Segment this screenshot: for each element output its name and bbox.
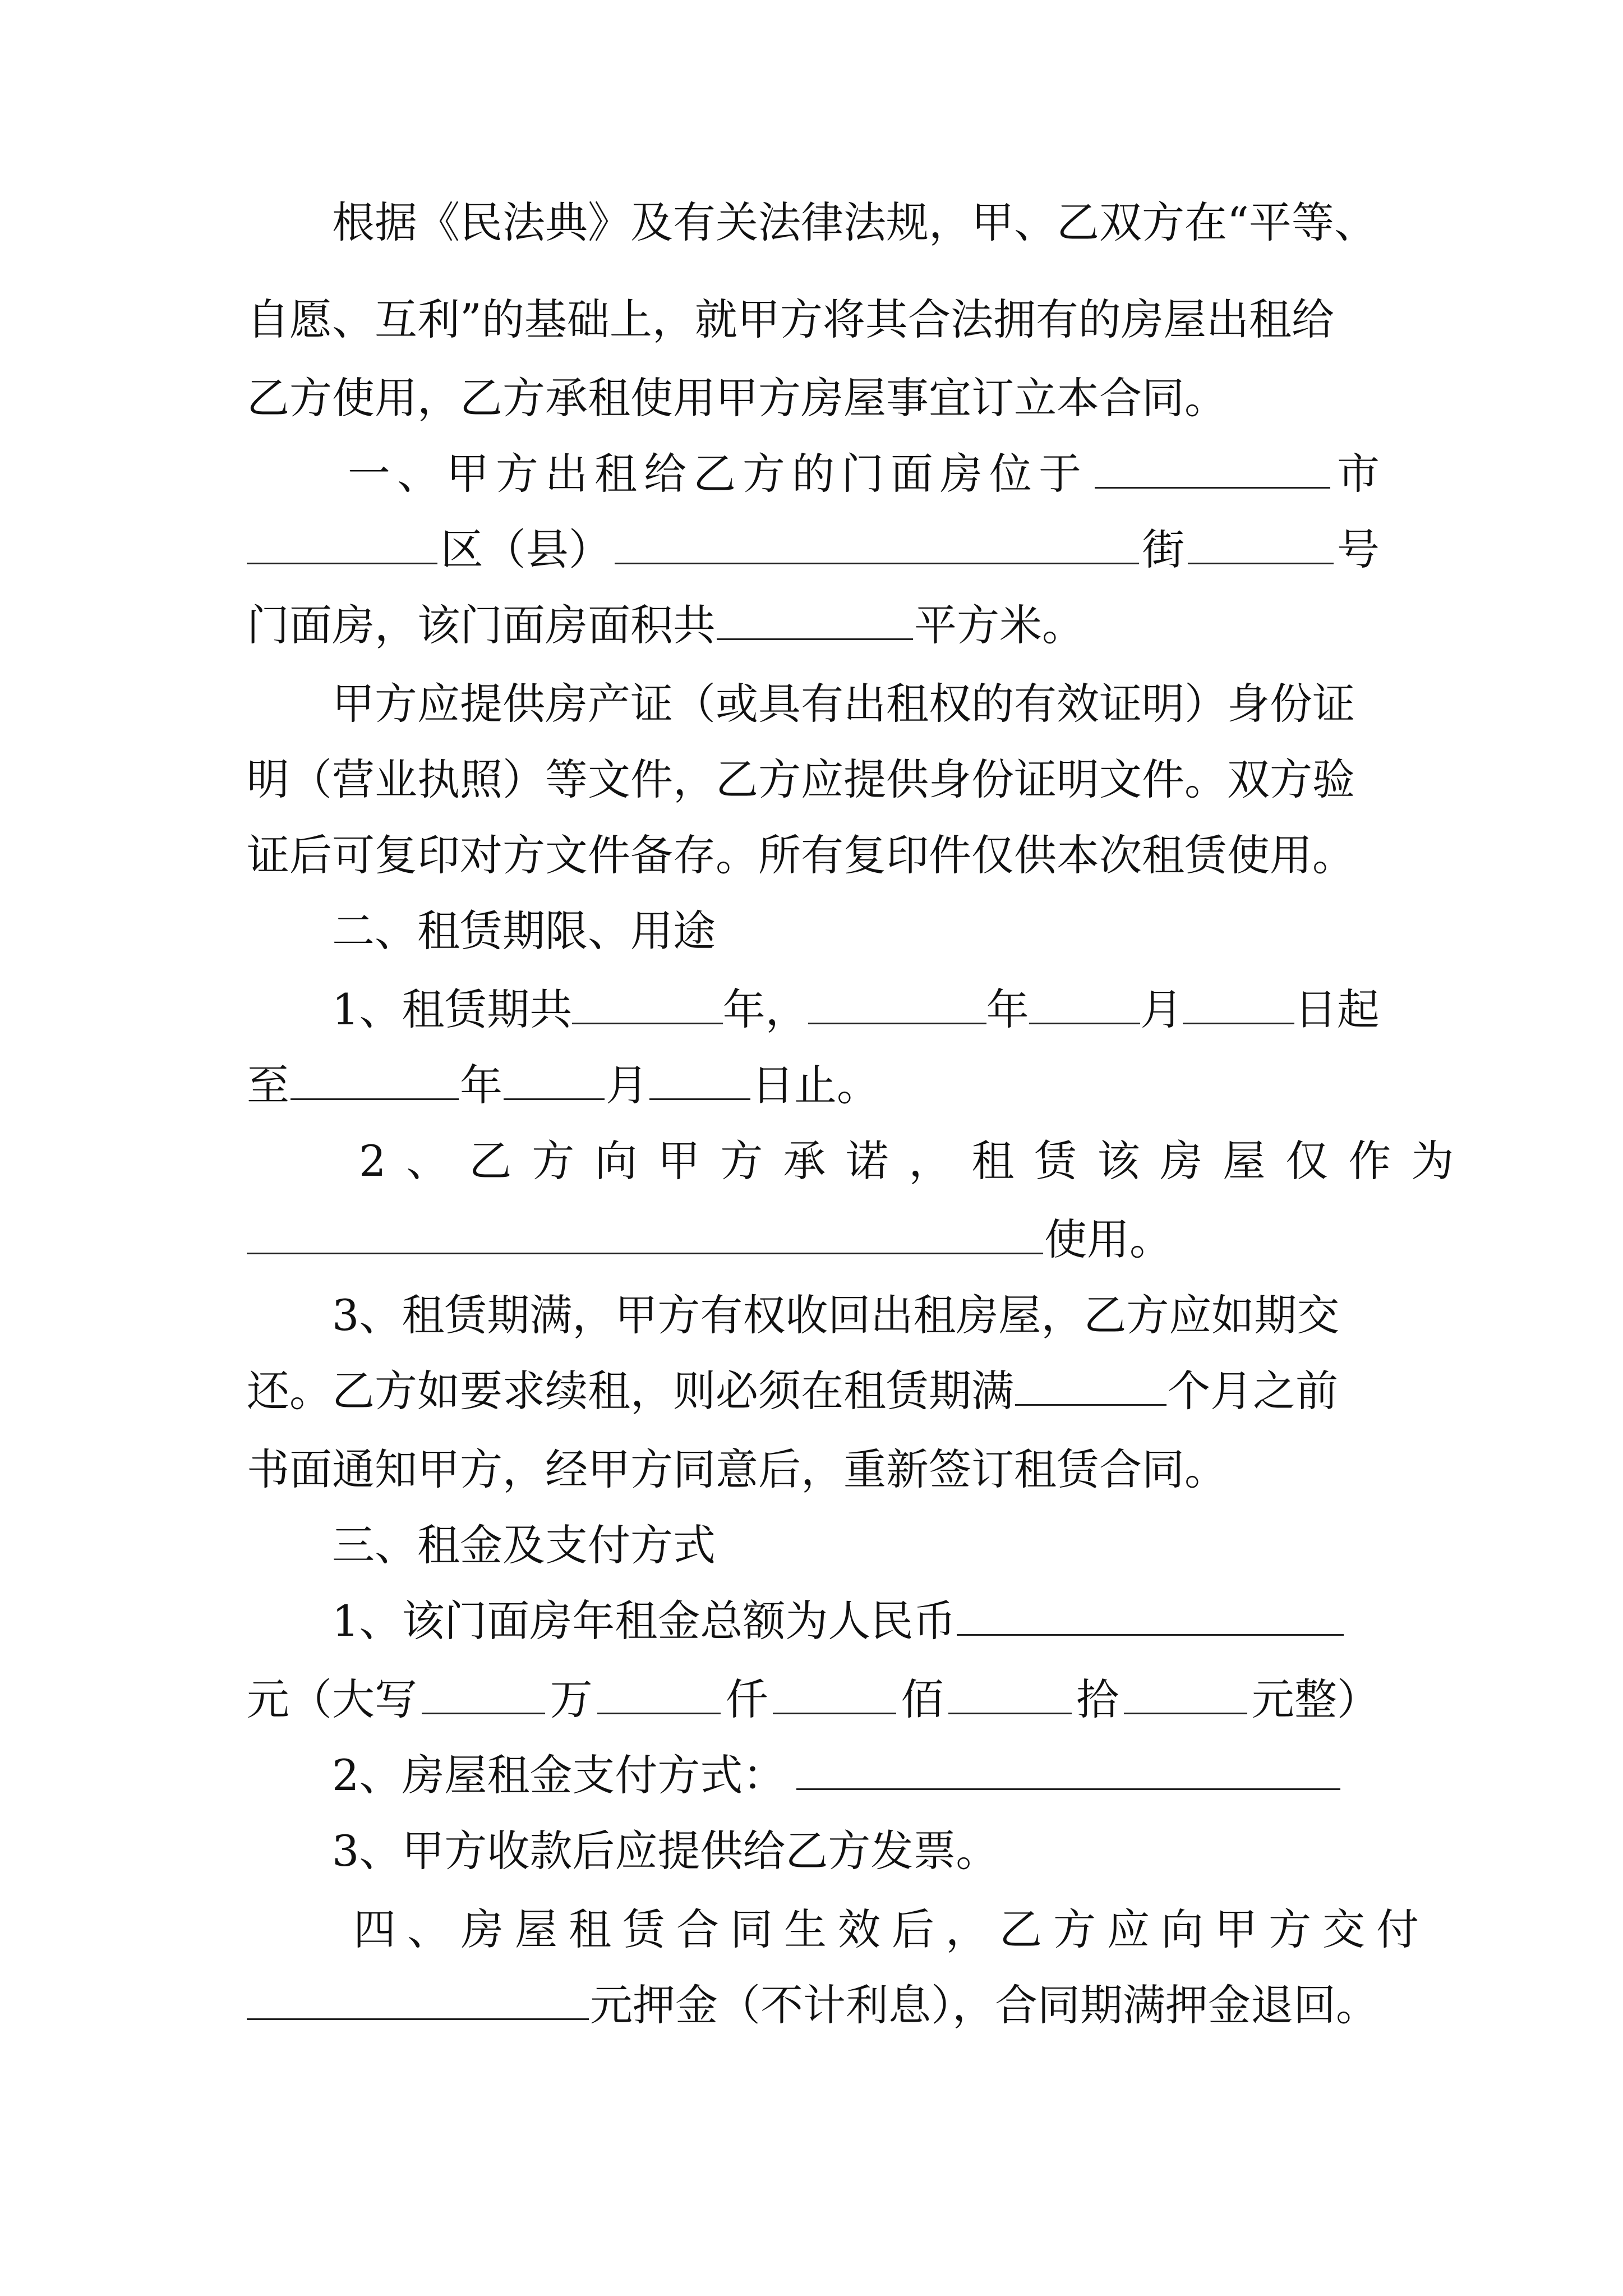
section-2-item-3-line-2: 还。乙方如要求续租，则必须在租赁期满 个月之前: [247, 1366, 1338, 1416]
section-2-item-3-line-3: 书面通知甲方，经甲方同意后，重新签订租赁合同。: [247, 1444, 1227, 1494]
docs-line-2: 明（营业执照）等文件，乙方应提供身份证明文件。双方验: [247, 754, 1355, 804]
section-2-item-2-line-2: 使用。: [247, 1212, 1380, 1268]
rent-wan-blank[interactable]: [422, 1713, 545, 1714]
section-3-item-3: 3、甲方收款后应提供给乙方发票。: [332, 1826, 999, 1876]
district-blank[interactable]: [247, 563, 437, 564]
start-month-blank[interactable]: [1029, 1023, 1141, 1024]
payment-method-blank[interactable]: [796, 1788, 1340, 1790]
street-blank[interactable]: [615, 563, 1139, 564]
rent-bai-blank[interactable]: [773, 1713, 896, 1714]
section-2-heading: 二、租赁期限、用途: [332, 906, 716, 956]
section-3-item-1-line-2: 元（大写 万 仟 佰 拾 元整）: [247, 1674, 1380, 1724]
end-year-blank[interactable]: [291, 1098, 459, 1100]
usage-blank[interactable]: [247, 1253, 1043, 1254]
section-1-line-3: 门面房，该门面房面积共 平方米。: [247, 600, 1085, 650]
docs-line-1: 甲方应提供房产证（或具有出租权的有效证明）身份证: [332, 679, 1355, 729]
section-2-item-2-line-1: 2、乙方向甲方承诺，租赁该房屋仅作为: [359, 1136, 1474, 1186]
rent-qian-blank[interactable]: [597, 1713, 721, 1714]
section-3-heading: 三、租金及支付方式: [332, 1520, 716, 1570]
section-2-item-1-line-1: 1、租赁期共 年， 年 月 日起: [332, 984, 1380, 1034]
rent-yuan-blank[interactable]: [1124, 1713, 1247, 1714]
section-3-item-2: 2、房屋租金支付方式：: [247, 1747, 1380, 1803]
number-blank[interactable]: [1188, 563, 1334, 564]
section-4-line-1: 四、房屋租赁合同生效后，乙方应向甲方交付: [353, 1904, 1430, 1954]
section-1-line-1: 一、甲方出租给乙方的门面房位于 市: [348, 449, 1380, 499]
start-day-blank[interactable]: [1183, 1023, 1294, 1024]
rent-shi-blank[interactable]: [948, 1713, 1072, 1714]
section-2-item-3-line-1: 3、租赁期满，甲方有权收回出租房屋，乙方应如期交: [332, 1290, 1340, 1340]
intro-line-3: 乙方使用，乙方承租使用甲方房屋事宜订立本合同。: [247, 373, 1227, 423]
section-2-item-1-line-2: 至 年 月 日止。: [247, 1060, 879, 1110]
docs-line-3: 证后可复印对方文件备存。所有复印件仅供本次租赁使用。: [247, 830, 1355, 880]
section-1-line-2: 区（县） 街 号: [247, 522, 1380, 578]
intro-line-1: 根据《民法典》及有关法律法规，甲、乙双方在“平等、: [332, 197, 1377, 247]
lease-years-blank[interactable]: [572, 1023, 722, 1024]
area-blank[interactable]: [717, 638, 913, 640]
deposit-blank[interactable]: [247, 2018, 589, 2020]
renewal-months-blank[interactable]: [1015, 1404, 1166, 1406]
end-day-blank[interactable]: [649, 1098, 750, 1100]
end-month-blank[interactable]: [504, 1098, 605, 1100]
annual-rent-blank[interactable]: [957, 1634, 1344, 1636]
location-city-blank[interactable]: [1095, 487, 1330, 489]
intro-line-2: 自愿、互利”的基础上，就甲方将其合法拥有的房屋出租给: [247, 295, 1334, 344]
start-year-blank[interactable]: [808, 1023, 986, 1024]
section-4-line-2: 元押金（不计利息），合同期满押金退回。: [247, 1977, 1380, 2033]
section-3-item-1-line-1: 1、该门面房年租金总额为人民币: [247, 1593, 1380, 1649]
